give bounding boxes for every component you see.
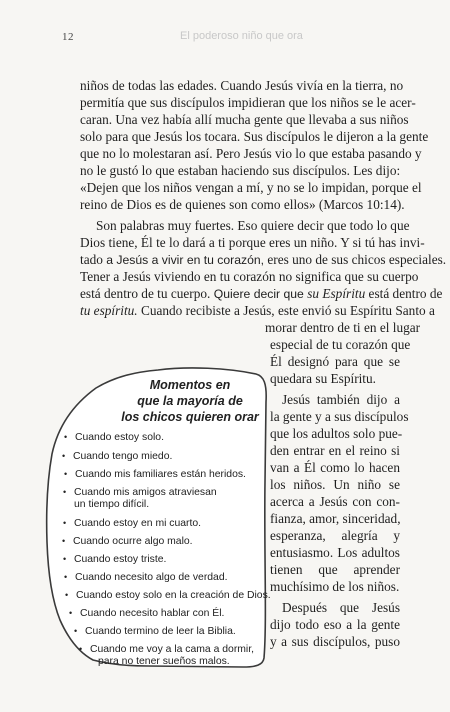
sidebar-item-text: Cuando estoy solo en la creación de Dios.	[76, 590, 271, 601]
body-line: que no lo molestaran así. Pero Jesús vio lo que estaba pasando y	[80, 146, 422, 161]
sidebar-item-text: Cuando estoy triste.	[74, 554, 167, 565]
body-line: morar dentro de ti en el lugar	[265, 320, 421, 335]
sidebar-item-text: Cuando estoy en mi cuarto.	[74, 518, 202, 529]
body-line: entusiasmo. Los adultos	[270, 545, 400, 560]
bullet-icon: •	[62, 536, 66, 546]
sidebar-list-item	[62, 535, 193, 548]
body-line: Son palabras muy fuertes. Eso quiere decir que todo lo que	[96, 218, 410, 233]
body-line: den entrar en el reino si	[270, 443, 400, 458]
sidebar-item-text: Cuando mis familiares están heridos.	[75, 469, 246, 480]
body-line: van a Él como lo hacen	[270, 460, 400, 475]
sidebar-title-line: que la mayoría de	[137, 394, 243, 408]
sidebar-list-item-continuation: para no tener sueños malos.	[98, 656, 230, 667]
sidebar-title-line: los chicos quieren orar	[121, 410, 259, 424]
bullet-icon: •	[65, 590, 69, 600]
sidebar-item-text: Cuando estoy solo.	[75, 432, 164, 443]
bullet-icon: •	[64, 432, 68, 442]
body-line	[80, 302, 435, 319]
body-line: dijo todo eso a la gente	[270, 617, 400, 632]
body-line	[80, 285, 443, 303]
sidebar-list-item	[69, 607, 224, 620]
body-text: está dentro de tu cuerpo.	[80, 286, 211, 301]
sidebar-list-item	[62, 450, 172, 463]
running-head: El poderoso niño que ora	[180, 30, 303, 42]
italic-phrase: su Espíritu	[307, 286, 366, 301]
body-line: que los adultos solo pue-	[270, 426, 403, 441]
bullet-icon: •	[64, 469, 68, 479]
body-text: eres uno de sus chicos especiales.	[264, 252, 447, 267]
sidebar-item-text: Cuando ocurre algo malo.	[73, 536, 193, 547]
body-text: está dentro de	[365, 286, 443, 301]
body-line: solo para que Jesús los tocara. Sus discípulos le dijeron a la gente	[80, 129, 429, 144]
bullet-icon: •	[74, 626, 78, 636]
sidebar-item-text: Cuando mis amigos atraviesan	[74, 487, 217, 498]
body-line: esperanza, alegría y	[270, 528, 400, 543]
sidebar-item-text: Cuando necesito hablar con Él.	[80, 608, 225, 619]
bullet-icon: •	[63, 487, 67, 497]
body-text: Cuando recibiste a Jesús, este envió su Espíritu Santo a	[137, 303, 435, 318]
page-number: 12	[62, 31, 74, 43]
body-line: los niños. Un niño se	[270, 477, 400, 492]
sidebar-item-text: Cuando termino de leer la Biblia.	[85, 626, 236, 637]
body-line: quedara su Espíritu.	[270, 371, 376, 386]
sidebar-item-text: Cuando me voy a la cama a dormir,	[90, 644, 255, 655]
highlighted-phrase: Quiere decir que	[210, 287, 308, 301]
bullet-icon: •	[69, 608, 73, 618]
body-line: tienen que aprender	[270, 562, 400, 577]
bullet-icon: •	[64, 572, 68, 582]
body-line: Dios tiene, Él te lo dará a ti porque eres un niño. Y si tú has invi-	[80, 235, 425, 250]
sidebar-list-item	[64, 431, 164, 444]
highlighted-phrase: a Jesús a vivir en tu corazón,	[106, 253, 265, 267]
body-line: caran. Una vez había allí mucha gente que llevaba a sus niños	[80, 112, 409, 127]
sidebar-list-item	[64, 571, 228, 584]
sidebar-title-line: Momentos en	[149, 378, 231, 392]
italic-phrase: tu espíritu.	[80, 303, 138, 318]
body-line	[80, 251, 447, 269]
sidebar-list-item	[64, 468, 246, 481]
sidebar-list-item	[63, 553, 166, 566]
body-line: Jesús también dijo a	[282, 392, 400, 407]
body-line: la gente y a sus discípulos	[270, 409, 409, 424]
body-line: niños de todas las edades. Cuando Jesús vivía en la tierra, no	[80, 78, 404, 93]
body-line: Él designó para que se	[270, 354, 400, 369]
bullet-icon: •	[63, 554, 67, 564]
body-line: Tener a Jesús viviendo en tu corazón no significa que su cuerpo	[80, 269, 419, 284]
body-line: y a sus discípulos, puso	[270, 634, 400, 649]
body-line: especial de tu corazón que	[270, 337, 411, 352]
body-line: no le gustó lo que estaban haciendo sus discípulos. Les dijo:	[80, 163, 401, 178]
body-line: Después que Jesús	[282, 600, 400, 615]
sidebar-item-text: Cuando tengo miedo.	[73, 451, 173, 462]
sidebar-list-item	[65, 589, 271, 602]
body-line: muchísimo de los niños.	[270, 579, 400, 594]
body-line: fianza, amor, sinceridad,	[270, 511, 401, 526]
sidebar-list-item	[63, 517, 201, 530]
sidebar-item-text: Cuando necesito algo de verdad.	[75, 572, 228, 583]
bullet-icon: •	[63, 518, 67, 528]
bullet-icon: •	[79, 644, 83, 654]
sidebar-list-item-continuation: un tiempo difícil.	[74, 499, 150, 510]
body-line: permitía que sus discípulos impidieran que los niños se le acer-	[80, 95, 416, 110]
body-line: acerca a Jesús con con-	[270, 494, 400, 509]
body-text: tado	[80, 252, 107, 267]
body-line: «Dejen que los niños vengan a mí, y no se lo impidan, porque el	[80, 180, 422, 195]
body-line: reino de Dios es de quienes son como ellos» (Marcos 10:14).	[80, 197, 405, 212]
sidebar-list-item	[74, 625, 236, 638]
bullet-icon: •	[62, 451, 66, 461]
